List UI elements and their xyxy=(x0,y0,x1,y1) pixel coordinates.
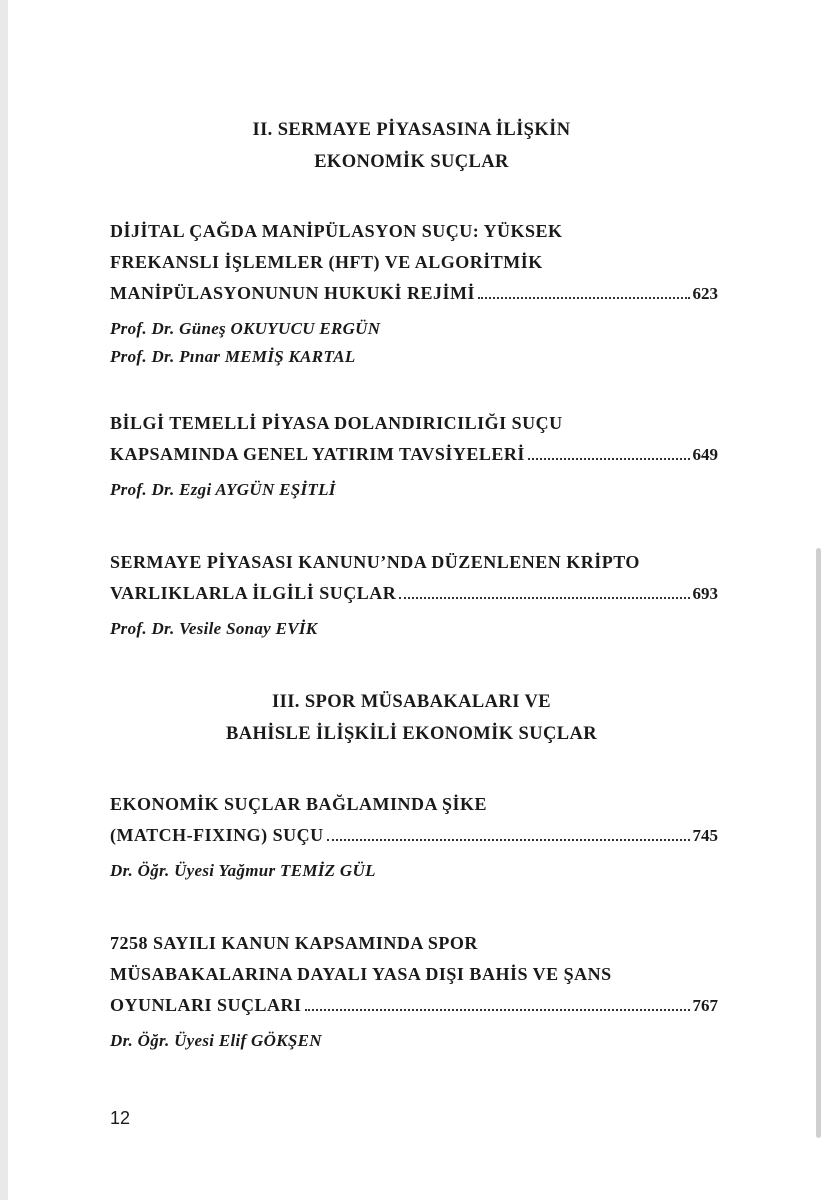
section-heading-line: BAHİSLE İLİŞKİLİ EKONOMİK SUÇLAR xyxy=(225,724,598,744)
footer-page-number: 12 xyxy=(110,1108,131,1128)
entry-authors xyxy=(110,857,718,885)
author: Prof. Dr. Pınar MEMİŞ KARTAL xyxy=(110,347,356,366)
entry-title-last-line xyxy=(110,278,718,309)
entry-title-line: MÜSABAKALARINA DAYALI YASA DIŞI BAHİS VE ŞANS xyxy=(110,964,612,984)
dot-leader xyxy=(305,1009,690,1011)
dot-leader xyxy=(399,597,689,599)
page-number: 649 xyxy=(692,445,718,464)
page-number: 767 xyxy=(692,996,718,1015)
toc-entry[interactable] xyxy=(110,408,718,504)
toc-entry[interactable] xyxy=(110,789,718,885)
entry-title-last-line xyxy=(110,990,718,1021)
toc-entry[interactable] xyxy=(110,216,718,371)
section-heading-line: III. SPOR MÜSABAKALARI VE xyxy=(272,692,551,712)
entry-authors xyxy=(110,1027,718,1055)
entry-title-text: MANİPÜLASYONUNUN HUKUKİ REJİMİ xyxy=(110,283,476,303)
dot-leader xyxy=(327,839,690,841)
dot-leader xyxy=(528,458,690,460)
entry-title-line: FREKANSLI İŞLEMLER (HFT) VE ALGORİTMİK xyxy=(110,252,543,272)
author: Dr. Öğr. Üyesi Yağmur TEMİZ GÜL xyxy=(110,861,376,880)
entry-title-line: SERMAYE PİYASASI KANUNU’NDA DÜZENLENEN KRİPTO xyxy=(110,552,640,572)
author: Prof. Dr. Güneş OKUYUCU ERGÜN xyxy=(110,319,381,338)
entry-title-line: EKONOMİK SUÇLAR BAĞLAMINDA ŞİKE xyxy=(110,794,488,814)
entry-authors xyxy=(110,315,718,371)
entry-title-last-line xyxy=(110,578,718,609)
entry-authors xyxy=(110,615,718,643)
author: Prof. Dr. Ezgi AYGÜN EŞİTLİ xyxy=(110,480,336,499)
page-edge xyxy=(0,0,8,1200)
entry-title-line: BİLGİ TEMELLİ PİYASA DOLANDIRICILIĞI SUÇU xyxy=(110,413,563,433)
entry-authors xyxy=(110,476,718,504)
entry-title-line: 7258 SAYILI KANUN KAPSAMINDA SPOR xyxy=(110,933,478,953)
toc-entry[interactable] xyxy=(110,547,718,643)
page-number: 623 xyxy=(692,284,718,303)
author: Prof. Dr. Vesile Sonay EVİK xyxy=(110,619,318,638)
section-heading-ii xyxy=(0,114,823,178)
author: Dr. Öğr. Üyesi Elif GÖKŞEN xyxy=(110,1031,322,1050)
entry-title-text: OYUNLARI SUÇLARI xyxy=(110,995,302,1015)
entry-title-last-line xyxy=(110,439,718,470)
dot-leader xyxy=(478,297,689,299)
entry-title-text: (MATCH-FIXING) SUÇU xyxy=(110,825,324,845)
section-heading-line: EKONOMİK SUÇLAR xyxy=(314,152,509,172)
entry-title-line: DİJİTAL ÇAĞDA MANİPÜLASYON SUÇU: YÜKSEK xyxy=(110,221,563,241)
entry-title-text: KAPSAMINDA GENEL YATIRIM TAVSİYELERİ xyxy=(110,444,525,464)
page-number: 745 xyxy=(692,826,718,845)
toc-entry[interactable] xyxy=(110,928,718,1055)
entry-title-text: VARLIKLARLA İLGİLİ SUÇLAR xyxy=(110,583,397,603)
section-heading-line: II. SERMAYE PİYASASINA İLİŞKİN xyxy=(252,120,571,140)
scrollbar[interactable] xyxy=(816,548,821,1138)
entry-title-last-line xyxy=(110,820,718,851)
page-number: 693 xyxy=(692,584,718,603)
section-heading-iii xyxy=(0,686,823,750)
